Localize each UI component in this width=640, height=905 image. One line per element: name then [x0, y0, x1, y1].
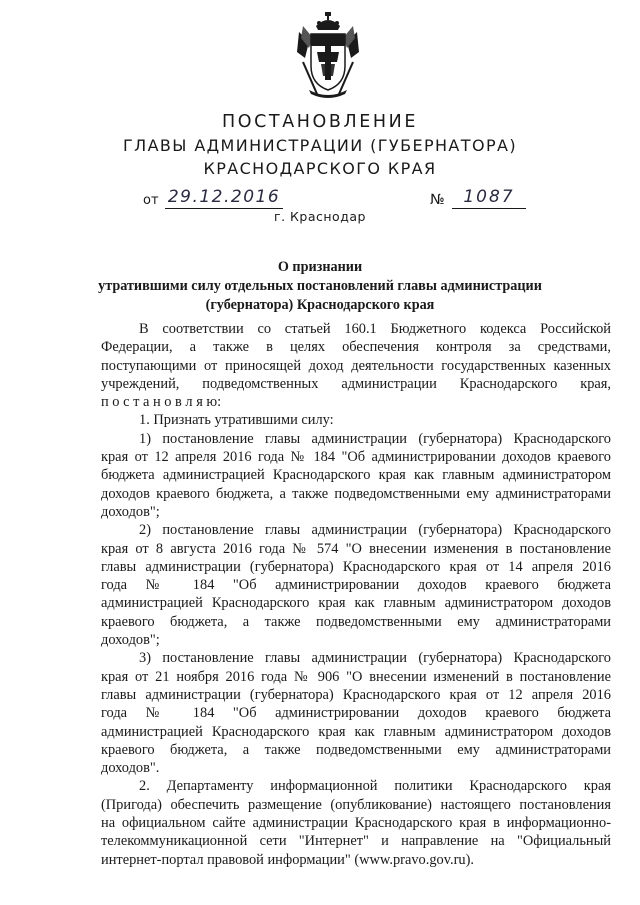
body-line: главы администрации (губернатора) Краснодарского края от 12 апреля 2016: [101, 686, 611, 703]
body-line: года № 184 "Об администрировании доходов краевого бюджета: [101, 577, 611, 594]
date-prefix: от: [143, 193, 159, 208]
body-line: краевого бюджета, а также подведомственными ему администраторами: [101, 613, 611, 630]
document-title-line: (губернатора) Краснодарского края: [205, 297, 435, 313]
body-line: п о с т а н о в л я ю:: [101, 394, 222, 411]
krasnodar-coat-of-arms-emblem: [295, 12, 361, 98]
document-type-heading: ПОСТАНОВЛЕНИЕ: [221, 112, 419, 132]
body-line: 1) постановление главы администрации (губернатора) Краснодарского: [139, 430, 611, 447]
body-line: краевого бюджета, а также подведомственными ему администраторами: [101, 741, 611, 758]
body-line: края от 21 ноября 2016 года № 906 "О внесении изменений в постановление: [101, 668, 611, 685]
body-line: интернет-портал правовой информации" (www.pravo.gov.ru).: [101, 851, 474, 868]
body-line: доходов";: [101, 503, 160, 520]
number-prefix: №: [430, 192, 445, 208]
body-line: доходов";: [101, 632, 160, 649]
body-line: доходов краевого бюджета, а также подведомственными ему администраторами: [101, 485, 611, 502]
body-line: главы администрации (губернатора) Краснодарского края от 14 апреля 2016: [101, 558, 611, 575]
body-line: на официальном сайте администрации Краснодарского края в информационно-: [101, 815, 611, 832]
body-line: края от 8 августа 2016 года № 574 "О внесении изменения в постановление: [101, 540, 611, 557]
body-line: 2) постановление главы администрации (губернатора) Краснодарского: [139, 522, 611, 539]
body-line: 2. Департаменту информационной политики Краснодарского края: [139, 778, 611, 795]
body-line: года № 184 "Об администрировании доходов краевого бюджета: [101, 705, 611, 722]
body-line: В соответствии со статьей 160.1 Бюджетного кодекса Российской: [139, 321, 611, 337]
body-line: администрацией Краснодарского края как главным администратором доходов: [101, 723, 611, 740]
body-line: доходов".: [101, 760, 160, 777]
body-line: бюджета администрацией Краснодарского края как главным администратором: [101, 467, 611, 484]
handwritten-date: 29.12.2016: [165, 187, 283, 209]
body-line: телекоммуникационной сети "Интернет" и направление на "Официальный: [101, 833, 611, 850]
body-line: поступающими от приносящей доход деятельности государственных казенных: [101, 357, 611, 374]
region-heading: КРАСНОДАРСКОГО КРАЯ: [203, 159, 437, 178]
document-body: [101, 320, 611, 869]
body-line: Федерации, а также в целях обеспечения контроля за средствами,: [101, 339, 611, 356]
issuer-heading: ГЛАВЫ АДМИНИСТРАЦИИ (ГУБЕРНАТОРА): [123, 136, 517, 155]
body-line: администрацией Краснодарского края как главным администратором доходов: [101, 595, 611, 612]
body-line: 3) постановление главы администрации (губернатора) Краснодарского: [139, 650, 611, 667]
body-line: (Пригода) обеспечить размещение (опубликование) настоящего постановления: [101, 796, 611, 813]
document-title-line: О признании: [277, 259, 363, 275]
body-line: края от 12 апреля 2016 года № 184 "Об администрировании доходов краевого: [101, 449, 611, 466]
document-title-line: утратившими силу отдельных постановлений главы администрации: [98, 278, 542, 294]
handwritten-number: 1087: [452, 187, 526, 209]
body-line: учреждений, подведомственных администрации Краснодарского края,: [101, 375, 611, 392]
city-label: г. Краснодар: [274, 209, 366, 224]
body-line: 1. Признать утратившими силу:: [139, 412, 334, 429]
